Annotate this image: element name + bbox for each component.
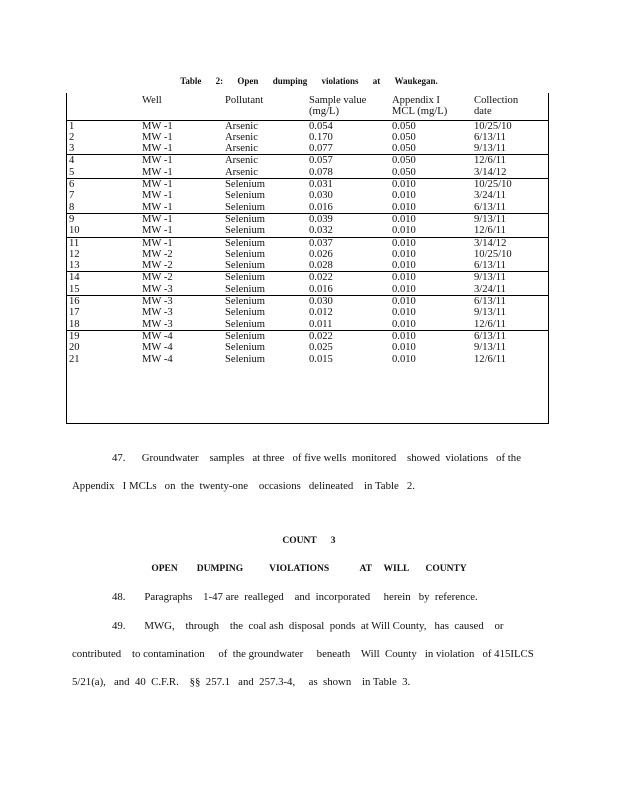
header-number — [66, 93, 139, 120]
row-number: 3 — [69, 143, 75, 155]
row-mcl: 0.010 — [389, 272, 471, 284]
table-row — [66, 202, 549, 214]
row-sample-value: 0.026 — [309, 248, 333, 260]
header-sample-value — [306, 93, 389, 120]
row-mcl: 0.010 — [392, 283, 416, 295]
row-number: 2 — [69, 131, 75, 143]
row-pollutant: Selenium — [225, 248, 266, 260]
table-row — [66, 190, 549, 201]
row-sample-value: 0.077 — [309, 143, 333, 155]
row-mcl: 0.010 — [389, 179, 471, 191]
paragraph-49-line3: 5/21(a), and 40 C.F.R. §§ 257.1 and 257.3-4, as shown in Table 3. — [72, 676, 411, 688]
row-collection-date: 3/24/11 — [474, 190, 506, 202]
row-pollutant: Selenium — [225, 201, 266, 213]
header-mcl — [389, 93, 471, 120]
row-well: MW -1 — [139, 179, 222, 191]
table-row — [66, 354, 549, 365]
row-well: MW -1 — [142, 120, 173, 132]
row-well: MW -1 — [142, 225, 173, 237]
row-pollutant: Arsenic — [225, 131, 258, 143]
table-caption — [0, 76, 618, 86]
paragraph-49-line1: 49. MWG, through the coal ash disposal ponds at Will County, has caused or — [112, 620, 504, 632]
row-pollutant: Selenium — [222, 213, 306, 225]
header-date-line2: date — [474, 106, 492, 118]
row-number: 10 — [69, 225, 80, 237]
row-well: MW -1 — [142, 131, 173, 143]
row-collection-date: 12/6/11 — [474, 225, 506, 237]
row-collection-date: 12/6/11 — [471, 155, 549, 167]
row-mcl: 0.010 — [389, 296, 471, 308]
row-number: 8 — [69, 201, 75, 213]
row-pollutant: Selenium — [222, 330, 306, 342]
row-sample-value: 0.078 — [309, 166, 333, 178]
row-number: 12 — [69, 248, 80, 260]
row-collection-date: 9/13/11 — [474, 307, 506, 319]
row-mcl: 0.010 — [389, 237, 471, 249]
row-collection-date: 6/13/11 — [474, 260, 506, 272]
header-collection-date — [471, 93, 549, 120]
table-row — [66, 342, 549, 353]
row-well: MW -4 — [142, 342, 173, 354]
caption-word: dumping — [272, 76, 308, 86]
row-sample-value: 0.032 — [309, 225, 333, 237]
row-sample-value: 0.054 — [309, 120, 333, 132]
table-row — [66, 167, 549, 179]
caption-word: at — [372, 76, 381, 86]
table-row — [66, 120, 549, 132]
paragraph-48: 48. Paragraphs 1-47 are realleged and incorporated herein by reference. — [112, 591, 478, 603]
row-sample-value: 0.057 — [306, 155, 389, 167]
row-pollutant: Selenium — [225, 190, 266, 202]
row-well: MW -3 — [142, 283, 173, 295]
table-row — [66, 213, 549, 225]
row-sample-value: 0.028 — [309, 260, 333, 272]
table-left-border — [66, 93, 67, 423]
row-mcl: 0.010 — [392, 248, 416, 260]
row-sample-value: 0.022 — [306, 330, 389, 342]
row-sample-value: 0.012 — [309, 307, 333, 319]
row-number: 9 — [66, 213, 139, 225]
row-sample-value: 0.030 — [306, 296, 389, 308]
row-number: 17 — [69, 307, 80, 319]
table-right-border — [548, 93, 549, 423]
row-pollutant: Arsenic — [222, 155, 306, 167]
caption-word: Table — [180, 76, 202, 86]
caption-word: 2: — [215, 76, 224, 86]
paragraph-49-line2: contributed to contamination of the groundwater beneath Will County in violation of 415ILCS — [72, 648, 534, 660]
row-collection-date: 12/6/11 — [474, 353, 506, 365]
row-pollutant: Selenium — [225, 307, 266, 319]
table-row — [66, 260, 549, 272]
row-mcl: 0.010 — [392, 342, 416, 354]
row-mcl: 0.010 — [389, 213, 471, 225]
row-well: MW -1 — [139, 213, 222, 225]
row-number: 11 — [66, 237, 139, 249]
header-pollutant: Pollutant — [222, 93, 306, 120]
row-pollutant: Selenium — [222, 272, 306, 284]
row-collection-date: 10/25/10 — [471, 179, 549, 191]
row-number: 13 — [69, 260, 80, 272]
row-well: MW -3 — [142, 307, 173, 319]
row-mcl: 0.050 — [392, 143, 416, 155]
table-row — [66, 284, 549, 296]
paragraph-47-line2: Appendix I MCLs on the twenty-one occasions delineated in Table 2. — [72, 480, 415, 492]
row-mcl: 0.050 — [389, 155, 471, 167]
row-number: 1 — [69, 120, 75, 132]
table-row — [66, 155, 549, 167]
row-collection-date: 9/13/11 — [474, 342, 506, 354]
row-well: MW -3 — [139, 296, 222, 308]
row-well: MW -1 — [142, 201, 173, 213]
row-number: 4 — [66, 155, 139, 167]
row-sample-value: 0.016 — [309, 283, 333, 295]
table-bottom-border — [66, 423, 549, 424]
table-row — [66, 225, 549, 237]
caption-word: violations — [321, 76, 359, 86]
row-sample-value: 0.030 — [309, 190, 333, 202]
row-pollutant: Selenium — [225, 318, 266, 330]
table-row — [66, 330, 549, 342]
row-number: 19 — [66, 330, 139, 342]
row-mcl: 0.010 — [392, 190, 416, 202]
header-date-line1: Collection — [474, 95, 519, 106]
row-number: 5 — [69, 166, 75, 178]
row-collection-date: 9/13/11 — [474, 143, 506, 155]
table-row — [66, 179, 549, 191]
row-mcl: 0.050 — [392, 131, 416, 143]
row-number: 7 — [69, 190, 75, 202]
row-mcl: 0.010 — [392, 307, 416, 319]
row-pollutant: Selenium — [222, 179, 306, 191]
header-well: Well — [139, 93, 222, 120]
row-well: MW -2 — [139, 272, 222, 284]
header-sample-line1: Sample value — [309, 95, 367, 106]
row-collection-date: 3/14/12 — [474, 166, 507, 178]
row-mcl: 0.010 — [389, 330, 471, 342]
row-well: MW -1 — [142, 166, 173, 178]
row-well: MW -1 — [139, 237, 222, 249]
row-number: 14 — [66, 272, 139, 284]
row-mcl: 0.050 — [392, 120, 416, 132]
row-mcl: 0.010 — [392, 225, 416, 237]
table-row — [66, 132, 549, 143]
row-sample-value: 0.011 — [309, 318, 333, 330]
row-sample-value: 0.037 — [306, 237, 389, 249]
paragraph-47-line1: 47. Groundwater samples at three of five wells monitored showed violations of the — [112, 452, 521, 464]
row-pollutant: Selenium — [225, 260, 266, 272]
header-mcl-line1: Appendix I — [392, 95, 440, 106]
table-row — [66, 249, 549, 260]
row-sample-value: 0.039 — [306, 213, 389, 225]
header-sample-line2: (mg/L) — [309, 106, 340, 118]
row-sample-value: 0.031 — [306, 179, 389, 191]
violations-table — [66, 93, 549, 365]
row-number: 18 — [69, 318, 80, 330]
row-pollutant: Arsenic — [225, 120, 258, 132]
row-number: 21 — [69, 353, 80, 365]
caption-word: Waukegan. — [394, 76, 438, 86]
table-header-row — [66, 93, 549, 120]
row-pollutant: Selenium — [225, 283, 266, 295]
row-well: MW -4 — [139, 330, 222, 342]
row-sample-value: 0.170 — [309, 131, 333, 143]
row-collection-date: 3/24/11 — [474, 283, 506, 295]
section-heading: OPEN DUMPING VIOLATIONS AT WILL COUNTY — [151, 564, 467, 574]
row-well: MW -1 — [139, 155, 222, 167]
table-body — [66, 120, 549, 365]
row-mcl: 0.050 — [392, 166, 416, 178]
caption-word: Open — [237, 76, 259, 86]
row-pollutant: Selenium — [225, 342, 266, 354]
row-pollutant: Selenium — [222, 237, 306, 249]
table-row — [66, 237, 549, 249]
row-well: MW -1 — [142, 143, 173, 155]
row-collection-date: 3/14/12 — [471, 237, 549, 249]
row-well: MW -3 — [142, 318, 173, 330]
row-number: 15 — [69, 283, 80, 295]
row-well: MW -2 — [142, 248, 173, 260]
row-well: MW -4 — [142, 353, 173, 365]
row-number: 16 — [66, 296, 139, 308]
row-pollutant: Selenium — [222, 296, 306, 308]
row-collection-date: 12/6/11 — [474, 318, 506, 330]
row-sample-value: 0.015 — [309, 353, 333, 365]
row-mcl: 0.010 — [392, 260, 416, 272]
row-collection-date: 10/25/10 — [474, 248, 512, 260]
row-number: 20 — [69, 342, 80, 354]
row-sample-value: 0.022 — [306, 272, 389, 284]
row-collection-date: 6/13/11 — [474, 131, 506, 143]
row-mcl: 0.010 — [392, 353, 416, 365]
row-well: MW -1 — [142, 190, 173, 202]
table-row — [66, 319, 549, 331]
table-row — [66, 307, 549, 318]
row-collection-date: 6/13/11 — [474, 201, 506, 213]
row-collection-date: 9/13/11 — [471, 213, 549, 225]
row-pollutant: Selenium — [225, 353, 266, 365]
row-well: MW -2 — [142, 260, 173, 272]
row-collection-date: 10/25/10 — [474, 120, 512, 132]
row-sample-value: 0.016 — [309, 201, 333, 213]
row-pollutant: Selenium — [225, 225, 266, 237]
row-pollutant: Arsenic — [225, 166, 258, 178]
row-collection-date: 6/13/11 — [471, 330, 549, 342]
table-row — [66, 296, 549, 308]
row-mcl: 0.010 — [392, 318, 416, 330]
row-sample-value: 0.025 — [309, 342, 333, 354]
row-pollutant: Arsenic — [225, 143, 258, 155]
row-mcl: 0.010 — [392, 201, 416, 213]
header-mcl-line2: MCL (mg/L) — [392, 106, 448, 118]
row-collection-date: 9/13/11 — [471, 272, 549, 284]
table-row — [66, 272, 549, 284]
row-collection-date: 6/13/11 — [471, 296, 549, 308]
table-row — [66, 143, 549, 155]
row-number: 6 — [66, 179, 139, 191]
count-heading: COUNT 3 — [282, 536, 336, 546]
